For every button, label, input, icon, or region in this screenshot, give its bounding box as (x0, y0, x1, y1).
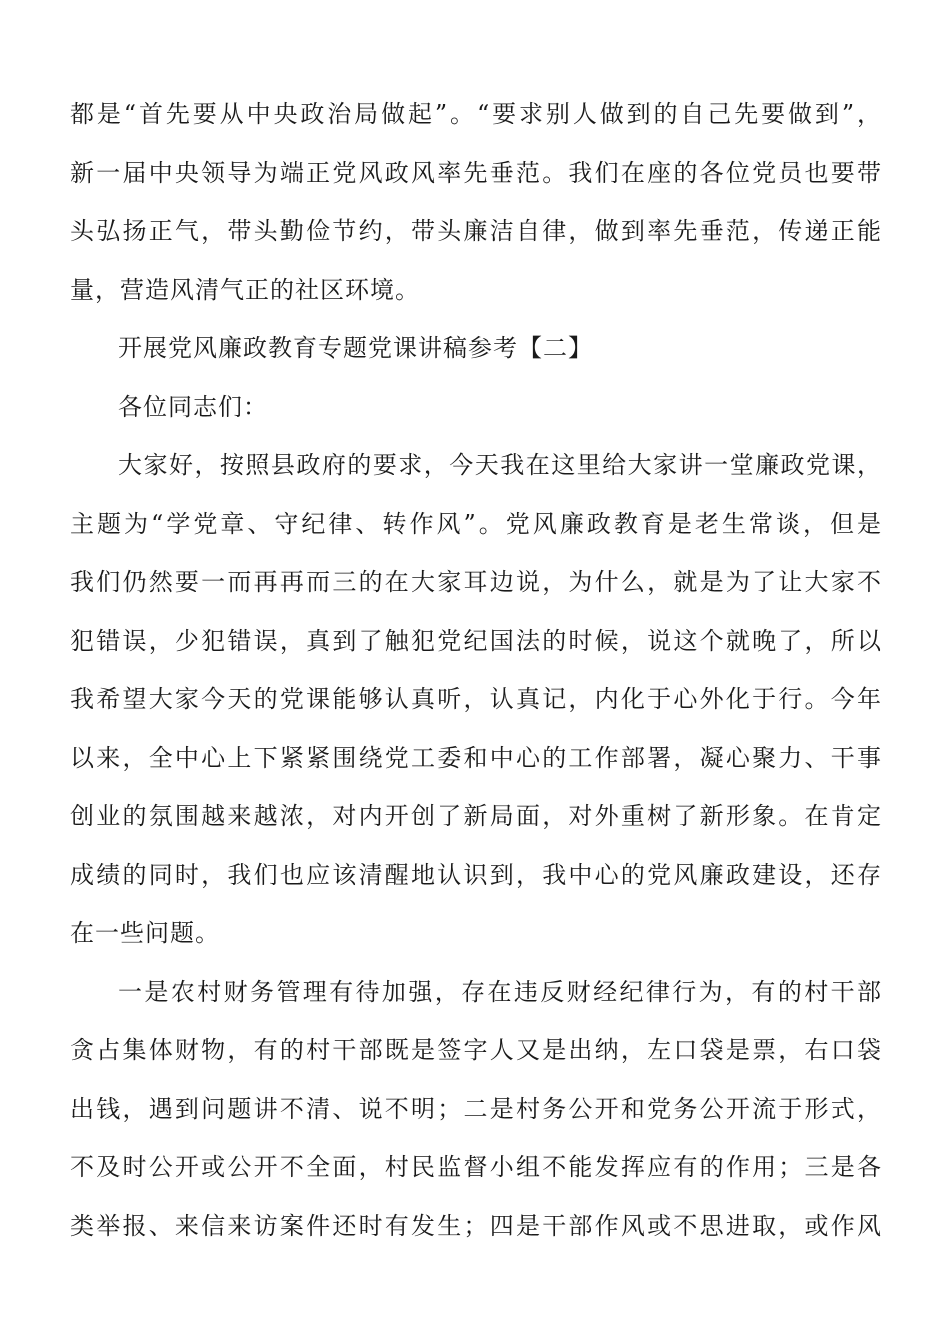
paragraph-1-line-3: 头弘扬正气，带头勤俭节约，带头廉洁自律，做到率先垂范，传递正能 (70, 217, 882, 245)
paragraph-5-line-3: 出钱，遇到问题讲不清、说不明；二是村务公开和党务公开流于形式， (70, 1095, 882, 1123)
paragraph-1-line-1: 都是“首先要从中央政治局做起”。“要求别人做到的自己先要做到”， (70, 100, 882, 128)
paragraph-5-line-2: 贪占集体财物，有的村干部既是签字人又是出纳，左口袋是票，右口袋 (70, 1036, 882, 1064)
paragraph-4-line-5: 我希望大家今天的党课能够认真听，认真记，内化于心外化于行。今年 (70, 685, 882, 713)
paragraph-4-line-7: 创业的氛围越来越浓，对内开创了新局面，对外重树了新形象。在肯定 (70, 802, 882, 830)
paragraph-4-line-4: 犯错误，少犯错误，真到了触犯党纪国法的时候，说这个就晚了，所以 (70, 627, 882, 655)
paragraph-5-line-4: 不及时公开或公开不全面，村民监督小组不能发挥应有的作用；三是各 (70, 1153, 882, 1181)
paragraph-1-line-2: 新一届中央领导为端正党风政风率先垂范。我们在座的各位党员也要带 (70, 159, 882, 187)
section-heading: 开展党风廉政教育专题党课讲稿参考【二】 (118, 334, 593, 362)
paragraph-4-line-6: 以来，全中心上下紧紧围绕党工委和中心的工作部署，凝心聚力、干事 (70, 744, 882, 772)
paragraph-5-line-5: 类举报、来信来访案件还时有发生；四是干部作风或不思进取，或作风 (70, 1212, 882, 1240)
paragraph-4-line-2: 主题为“学党章、守纪律、转作风”。党风廉政教育是老生常谈，但是 (70, 510, 882, 538)
paragraph-4-line-1: 大家好，按照县政府的要求，今天我在这里给大家讲一堂廉政党课， (118, 451, 882, 479)
paragraph-4-line-8: 成绩的同时，我们也应该清醒地认识到，我中心的党风廉政建设，还存 (70, 861, 882, 889)
paragraph-4-line-3: 我们仍然要一而再再而三的在大家耳边说，为什么，就是为了让大家不 (70, 568, 882, 596)
paragraph-4-line-9: 在一些问题。 (70, 919, 220, 947)
paragraph-1-line-4: 量，营造风清气正的社区环境。 (70, 276, 420, 304)
paragraph-5-line-1: 一是农村财务管理有待加强，存在违反财经纪律行为，有的村干部 (118, 978, 882, 1006)
salutation: 各位同志们： (118, 393, 268, 421)
